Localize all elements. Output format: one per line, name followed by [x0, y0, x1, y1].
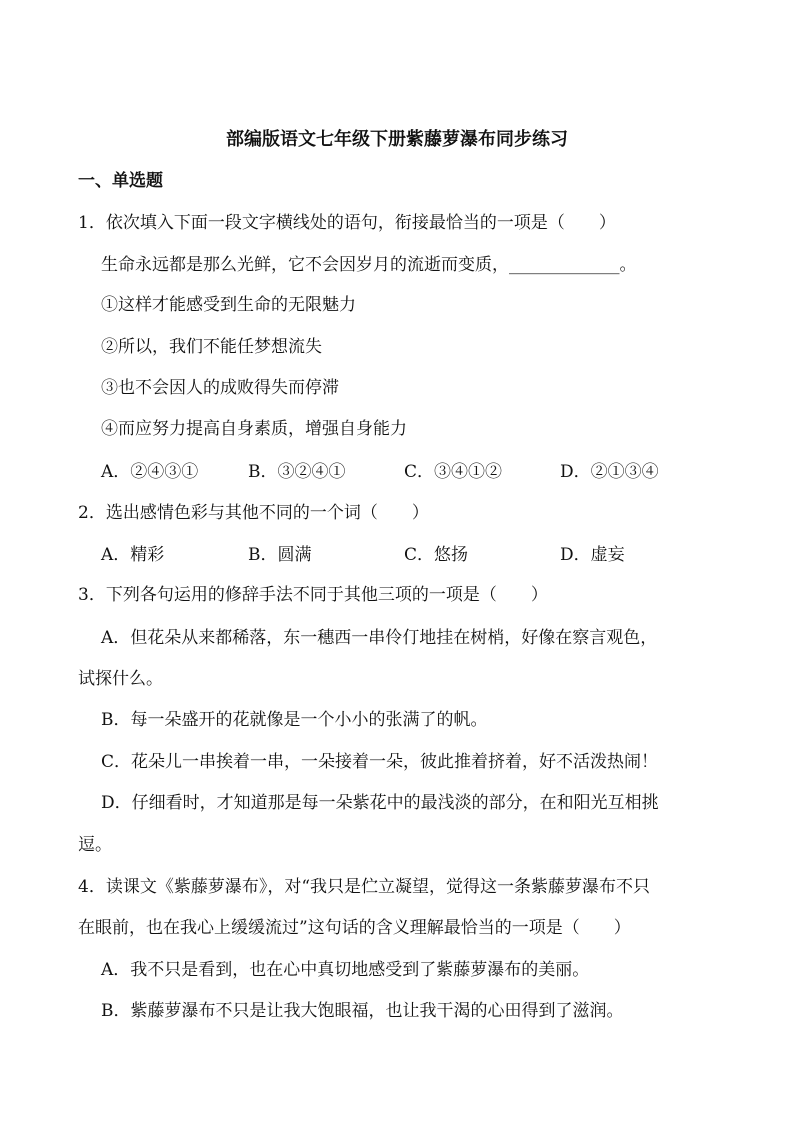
question-4-option-a: A．我不只是看到，也在心中真切地感受到了紫藤萝瀑布的美丽。	[101, 960, 590, 980]
section-heading: 一、单选题	[78, 171, 163, 191]
question-3-option-d-line-2: 逗。	[78, 835, 112, 855]
document-title: 部编版语文七年级下册紫藤萝瀑布同步练习	[226, 129, 568, 150]
question-1-passage: 生命永远都是那么光鲜，它不会因岁月的流逝而变质，_____________。	[101, 255, 637, 275]
question-4-stem-line-1: 4．读课文《紫藤萝瀑布》，对“我只是伫立凝望，觉得这一条紫藤萝瀑布不只	[78, 877, 651, 897]
question-4-option-b: B．紫藤萝瀑布不只是让我大饱眼福，也让我干渴的心田得到了滋润。	[101, 1001, 624, 1021]
question-3-option-a-line-1: A．但花朵从来都稀落，东一穗西一串伶仃地挂在树梢，好像在察言观色，	[101, 628, 658, 648]
question-3-option-c: C．花朵儿一串挨着一串，一朵接着一朵，彼此推着挤着，好不活泼热闹！	[101, 752, 659, 772]
question-2-option-d: D．虚妄	[560, 545, 625, 565]
question-2-option-c: C．悠扬	[404, 545, 469, 565]
question-3-option-d-line-1: D．仔细看时，才知道那是每一朵紫花中的最浅淡的部分，在和阳光互相挑	[101, 793, 659, 813]
question-1-stem: 1．依次填入下面一段文字横线处的语句，衔接最恰当的一项是（ ）	[78, 213, 616, 233]
question-1-item-3: ③也不会因人的成败得失而停滞	[101, 378, 339, 398]
question-1-item-4: ④而应努力提高自身素质，增强自身能力	[101, 419, 407, 439]
question-2-option-b: B．圆满	[248, 545, 312, 565]
question-2-option-a: A．精彩	[101, 545, 165, 565]
question-1-item-1: ①这样才能感受到生命的无限魅力	[101, 295, 356, 315]
question-3-option-b: B．每一朵盛开的花就像是一个小小的张满了的帆。	[101, 710, 488, 730]
question-3-stem: 3．下列各句运用的修辞手法不同于其他三项的一项是（ ）	[78, 585, 548, 605]
question-3-option-a-line-2: 试探什么。	[78, 669, 163, 689]
question-1-option-c: C．③④①②	[404, 462, 503, 482]
question-2-stem: 2．选出感情色彩与其他不同的一个词（ ）	[78, 503, 429, 523]
question-1-option-b: B．③②④①	[248, 462, 346, 482]
question-4-stem-line-2: 在眼前，也在我心上缓缓流过”这句话的含义理解最恰当的一项是（ ）	[78, 918, 631, 938]
question-1-option-a: A．②④③①	[101, 462, 199, 482]
question-1-item-2: ②所以，我们不能任梦想流失	[101, 337, 322, 357]
question-1-option-d: D．②①③④	[560, 462, 659, 482]
